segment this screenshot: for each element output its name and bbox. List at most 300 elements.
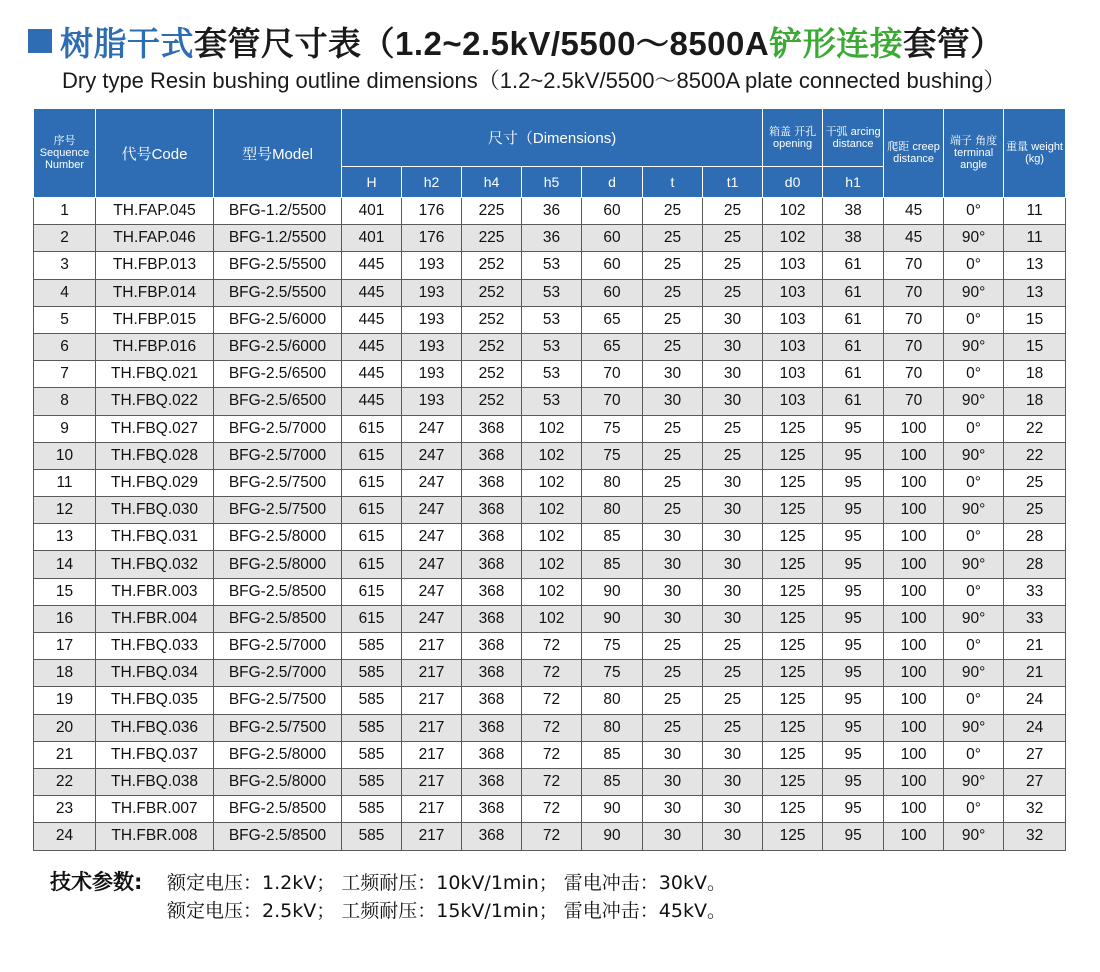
table-cell: TH.FBP.016 (96, 333, 214, 360)
table-cell: 90° (944, 333, 1004, 360)
table-row (34, 415, 1066, 442)
table-cell: 23 (34, 796, 96, 823)
table-cell: 368 (462, 796, 522, 823)
table-cell: 14 (34, 551, 96, 578)
header-seq: 序号 Sequence Number (34, 109, 96, 198)
table-cell: 368 (462, 551, 522, 578)
table-cell: 85 (582, 741, 643, 768)
table-cell: 25 (643, 687, 703, 714)
table-cell: 25 (703, 660, 763, 687)
table-cell: BFG-2.5/7500 (214, 469, 342, 496)
table-cell: 53 (522, 333, 582, 360)
table-cell: 100 (884, 687, 944, 714)
table-cell: 11 (1004, 225, 1066, 252)
table-cell: 11 (1004, 198, 1066, 225)
table-cell: 12 (34, 497, 96, 524)
table-cell: BFG-2.5/8000 (214, 768, 342, 795)
table-cell: 24 (1004, 714, 1066, 741)
table-cell: 247 (402, 415, 462, 442)
table-cell: 70 (582, 388, 643, 415)
table-cell: 252 (462, 333, 522, 360)
table-cell: TH.FBQ.035 (96, 687, 214, 714)
table-cell: 90° (944, 388, 1004, 415)
table-row (34, 306, 1066, 333)
table-cell: 72 (522, 633, 582, 660)
table-cell: 22 (34, 768, 96, 795)
table-cell: 100 (884, 741, 944, 768)
table-cell: 585 (342, 714, 402, 741)
table-cell: 25 (643, 252, 703, 279)
table-cell: TH.FBQ.031 (96, 524, 214, 551)
table-cell: 247 (402, 578, 462, 605)
table-cell: 21 (34, 741, 96, 768)
table-cell: 95 (823, 823, 884, 850)
table-cell: 70 (884, 306, 944, 333)
table-cell: 585 (342, 687, 402, 714)
table-cell: 102 (522, 551, 582, 578)
table-cell: 95 (823, 497, 884, 524)
table-cell: 103 (763, 252, 823, 279)
table-cell: 585 (342, 796, 402, 823)
table-cell: 61 (823, 361, 884, 388)
table-cell: 30 (643, 361, 703, 388)
table-cell: 72 (522, 768, 582, 795)
table-cell: 70 (884, 279, 944, 306)
table-cell: 75 (582, 660, 643, 687)
table-row (34, 225, 1066, 252)
table-cell: 0° (944, 415, 1004, 442)
header-weight: 重量 weight (kg) (1004, 109, 1066, 198)
table-cell: 25 (703, 252, 763, 279)
table-cell: 25 (703, 225, 763, 252)
table-cell: 102 (522, 524, 582, 551)
table-row (34, 768, 1066, 795)
table-cell: BFG-2.5/6000 (214, 306, 342, 333)
table-row (34, 605, 1066, 632)
table-row (34, 361, 1066, 388)
table-cell: 90° (944, 823, 1004, 850)
table-cell: 28 (1004, 551, 1066, 578)
table-row (34, 633, 1066, 660)
table-cell: 445 (342, 252, 402, 279)
table-cell: 125 (763, 741, 823, 768)
header-dimensions: 尺寸（Dimensions) (342, 109, 763, 167)
table-cell: 25 (703, 415, 763, 442)
table-cell: 70 (582, 361, 643, 388)
table-cell: TH.FBQ.037 (96, 741, 214, 768)
table-cell: 10 (34, 442, 96, 469)
header-creep: 爬距 creep distance (884, 109, 944, 198)
table-cell: 90° (944, 442, 1004, 469)
table-cell: 80 (582, 714, 643, 741)
table-cell: 61 (823, 279, 884, 306)
spec-line-1: 额定电压：1.2kV； 工频耐压：10kV/1min； 雷电冲击：30kV。 (167, 872, 726, 894)
table-cell: 18 (1004, 388, 1066, 415)
table-cell: 30 (703, 578, 763, 605)
table-body (34, 198, 1066, 851)
table-cell: 225 (462, 198, 522, 225)
header-sub: t (643, 167, 703, 198)
table-cell: 15 (34, 578, 96, 605)
table-row (34, 551, 1066, 578)
header-opening: 箱盖 开孔 opening (763, 109, 823, 167)
table-cell: 217 (402, 741, 462, 768)
table-cell: 252 (462, 388, 522, 415)
table-cell: 22 (1004, 442, 1066, 469)
table-cell: 18 (34, 660, 96, 687)
table-cell: 53 (522, 388, 582, 415)
table-cell: 252 (462, 279, 522, 306)
table-cell: 38 (823, 225, 884, 252)
table-cell: 90 (582, 578, 643, 605)
table-cell: 368 (462, 741, 522, 768)
table-cell: 102 (763, 198, 823, 225)
table-cell: 100 (884, 551, 944, 578)
table-cell: 102 (522, 578, 582, 605)
table-cell: TH.FBQ.027 (96, 415, 214, 442)
table-cell: 25 (1004, 497, 1066, 524)
table-cell: TH.FBQ.036 (96, 714, 214, 741)
table-cell: BFG-2.5/8500 (214, 605, 342, 632)
table-cell: 7 (34, 361, 96, 388)
table-cell: 25 (703, 442, 763, 469)
table-cell: 90 (582, 823, 643, 850)
spec-label: 技术参数: (50, 870, 143, 894)
table-cell: 90° (944, 279, 1004, 306)
page-title-zh (28, 18, 1004, 65)
table-cell: 33 (1004, 605, 1066, 632)
table-cell: TH.FBR.003 (96, 578, 214, 605)
table-row (34, 333, 1066, 360)
table-cell: 90° (944, 497, 1004, 524)
table-cell: 30 (703, 524, 763, 551)
table-cell: 0° (944, 796, 1004, 823)
table-cell: 72 (522, 796, 582, 823)
table-cell: 2 (34, 225, 96, 252)
table-cell: 95 (823, 469, 884, 496)
table-cell: 17 (34, 633, 96, 660)
table-row (34, 198, 1066, 225)
header-sub: h5 (522, 167, 582, 198)
table-cell: 30 (643, 388, 703, 415)
table-cell: 3 (34, 252, 96, 279)
table-cell: 25 (643, 225, 703, 252)
table-cell: 25 (643, 714, 703, 741)
table-cell: 0° (944, 524, 1004, 551)
header-arcing: 干弧 arcing distance (823, 109, 884, 167)
table-cell: 0° (944, 306, 1004, 333)
table-cell: 368 (462, 442, 522, 469)
table-cell: BFG-2.5/8000 (214, 551, 342, 578)
table-cell: 33 (1004, 578, 1066, 605)
table-cell: 90° (944, 660, 1004, 687)
table-cell: 15 (1004, 306, 1066, 333)
table-cell: 217 (402, 768, 462, 795)
table-cell: 18 (1004, 361, 1066, 388)
table-cell: 103 (763, 361, 823, 388)
table-cell: 95 (823, 415, 884, 442)
table-cell: BFG-2.5/8000 (214, 741, 342, 768)
table-cell: 247 (402, 524, 462, 551)
table-cell: 100 (884, 442, 944, 469)
technical-parameters (50, 868, 726, 925)
table-cell: 252 (462, 361, 522, 388)
header-sub: H (342, 167, 402, 198)
table-cell: 615 (342, 442, 402, 469)
table-cell: 252 (462, 252, 522, 279)
table-cell: 95 (823, 605, 884, 632)
table-cell: 125 (763, 578, 823, 605)
table-cell: 30 (703, 388, 763, 415)
table-cell: 247 (402, 469, 462, 496)
table-cell: 0° (944, 741, 1004, 768)
table-cell: 30 (703, 361, 763, 388)
table-cell: 125 (763, 687, 823, 714)
table-cell: 125 (763, 497, 823, 524)
table-cell: 30 (643, 741, 703, 768)
table-cell: 100 (884, 469, 944, 496)
table-cell: 217 (402, 796, 462, 823)
table-cell: 11 (34, 469, 96, 496)
table-cell: 53 (522, 361, 582, 388)
table-cell: 95 (823, 633, 884, 660)
table-cell: 225 (462, 225, 522, 252)
table-cell: 30 (643, 551, 703, 578)
table-cell: 102 (522, 442, 582, 469)
table-cell: 368 (462, 578, 522, 605)
table-cell: 368 (462, 469, 522, 496)
table-cell: TH.FAP.046 (96, 225, 214, 252)
table-cell: BFG-2.5/8500 (214, 796, 342, 823)
table-cell: 100 (884, 415, 944, 442)
table-cell: 193 (402, 333, 462, 360)
table-cell: 70 (884, 361, 944, 388)
table-cell: 193 (402, 306, 462, 333)
table-cell: BFG-2.5/7000 (214, 442, 342, 469)
table-cell: 25 (643, 279, 703, 306)
table-cell: 24 (1004, 687, 1066, 714)
table-cell: 25 (703, 279, 763, 306)
table-cell: 15 (1004, 333, 1066, 360)
table-cell: 6 (34, 333, 96, 360)
table-cell: 585 (342, 823, 402, 850)
table-cell: 95 (823, 442, 884, 469)
table-cell: 30 (703, 796, 763, 823)
table-cell: 95 (823, 768, 884, 795)
table-cell: 90° (944, 714, 1004, 741)
table-cell: 615 (342, 497, 402, 524)
table-cell: BFG-2.5/5500 (214, 279, 342, 306)
table-cell: TH.FAP.045 (96, 198, 214, 225)
spec-line-2: 额定电压：2.5kV； 工频耐压：15kV/1min； 雷电冲击：45kV。 (167, 900, 726, 922)
table-cell: 80 (582, 469, 643, 496)
table-cell: 27 (1004, 768, 1066, 795)
table-cell: 95 (823, 796, 884, 823)
table-cell: BFG-2.5/7500 (214, 687, 342, 714)
table-cell: 176 (402, 225, 462, 252)
table-cell: 585 (342, 741, 402, 768)
table-cell: 0° (944, 252, 1004, 279)
table-cell: 13 (1004, 252, 1066, 279)
table-cell: TH.FBP.015 (96, 306, 214, 333)
table-cell: 32 (1004, 796, 1066, 823)
table-cell: TH.FBR.008 (96, 823, 214, 850)
table-cell: 217 (402, 660, 462, 687)
table-cell: 0° (944, 469, 1004, 496)
table-cell: 125 (763, 823, 823, 850)
dimensions-table (33, 108, 1066, 851)
table-row (34, 442, 1066, 469)
table-cell: BFG-2.5/6500 (214, 388, 342, 415)
table-cell: 30 (703, 333, 763, 360)
table-cell: 0° (944, 633, 1004, 660)
table-cell: 30 (643, 578, 703, 605)
table-cell: TH.FBQ.030 (96, 497, 214, 524)
table-row (34, 796, 1066, 823)
title-zh-part3: 铲形连接 (769, 25, 904, 62)
table-row (34, 741, 1066, 768)
table-cell: 45 (884, 225, 944, 252)
table-cell: 368 (462, 415, 522, 442)
table-row (34, 687, 1066, 714)
table-cell: 102 (522, 497, 582, 524)
table-cell: 445 (342, 306, 402, 333)
table-cell: 36 (522, 198, 582, 225)
table-cell: BFG-2.5/7000 (214, 633, 342, 660)
table-cell: 95 (823, 741, 884, 768)
table-cell: 85 (582, 524, 643, 551)
table-cell: 30 (643, 823, 703, 850)
table-cell: TH.FBQ.034 (96, 660, 214, 687)
table-cell: 615 (342, 469, 402, 496)
table-cell: 615 (342, 605, 402, 632)
table-cell: 102 (522, 605, 582, 632)
table-cell: 125 (763, 768, 823, 795)
table-cell: 125 (763, 633, 823, 660)
table-cell: 53 (522, 252, 582, 279)
table-cell: 72 (522, 714, 582, 741)
table-cell: 25 (643, 469, 703, 496)
header-sub: h2 (402, 167, 462, 198)
table-cell: 90° (944, 551, 1004, 578)
table-cell: 102 (763, 225, 823, 252)
table-cell: 25 (703, 687, 763, 714)
table-cell: BFG-2.5/7000 (214, 415, 342, 442)
header-model: 型号Model (214, 109, 342, 198)
table-cell: TH.FBQ.021 (96, 361, 214, 388)
table-cell: 95 (823, 687, 884, 714)
table-cell: 53 (522, 279, 582, 306)
table-cell: TH.FBQ.028 (96, 442, 214, 469)
table-cell: 252 (462, 306, 522, 333)
table-cell: 75 (582, 415, 643, 442)
table-cell: BFG-2.5/5500 (214, 252, 342, 279)
table-cell: BFG-2.5/7500 (214, 714, 342, 741)
table-cell: 100 (884, 768, 944, 795)
table-cell: 30 (703, 551, 763, 578)
header-sub: d (582, 167, 643, 198)
table-cell: 38 (823, 198, 884, 225)
table-cell: 95 (823, 660, 884, 687)
header-sub: d0 (763, 167, 823, 198)
table-cell: 25 (643, 442, 703, 469)
table-cell: 217 (402, 633, 462, 660)
table-cell: 217 (402, 687, 462, 714)
table-row (34, 469, 1066, 496)
table-cell: TH.FBQ.022 (96, 388, 214, 415)
table-cell: 70 (884, 252, 944, 279)
table-cell: 65 (582, 306, 643, 333)
table-cell: 103 (763, 388, 823, 415)
table-cell: 0° (944, 361, 1004, 388)
table-cell: 21 (1004, 660, 1066, 687)
table-cell: 100 (884, 497, 944, 524)
table-cell: 27 (1004, 741, 1066, 768)
table-cell: 70 (884, 388, 944, 415)
table-cell: 30 (643, 768, 703, 795)
table-cell: 100 (884, 714, 944, 741)
table-cell: 30 (703, 605, 763, 632)
table-cell: BFG-2.5/8000 (214, 524, 342, 551)
page-title-en: Dry type Resin bushing outline dimensions（1.2~2.5kV/5500～8500A plate connected bushing） (62, 68, 1006, 93)
table-cell: 70 (884, 333, 944, 360)
header-terminal: 端子 角度 terminal angle (944, 109, 1004, 198)
table-cell: BFG-2.5/8500 (214, 823, 342, 850)
table-cell: TH.FBP.014 (96, 279, 214, 306)
table-cell: 585 (342, 633, 402, 660)
table-cell: 100 (884, 633, 944, 660)
table-cell: 30 (703, 741, 763, 768)
table-cell: 445 (342, 361, 402, 388)
table-cell: 100 (884, 605, 944, 632)
table-cell: 60 (582, 279, 643, 306)
table-cell: 1 (34, 198, 96, 225)
table-cell: 30 (703, 497, 763, 524)
table-cell: 60 (582, 252, 643, 279)
table-cell: 25 (703, 198, 763, 225)
table-cell: 193 (402, 388, 462, 415)
table-cell: 30 (703, 469, 763, 496)
table-cell: 0° (944, 578, 1004, 605)
table-row (34, 497, 1066, 524)
table-cell: 585 (342, 768, 402, 795)
table-cell: TH.FBQ.033 (96, 633, 214, 660)
table-cell: 125 (763, 442, 823, 469)
table-cell: 247 (402, 605, 462, 632)
table-cell: 176 (402, 198, 462, 225)
title-zh-part1: 树脂干式 (60, 25, 194, 62)
table-cell: 368 (462, 714, 522, 741)
table-cell: 125 (763, 415, 823, 442)
table-cell: 25 (643, 306, 703, 333)
table-cell: 401 (342, 198, 402, 225)
table-cell: 21 (1004, 633, 1066, 660)
table-cell: 25 (643, 633, 703, 660)
table-cell: 25 (703, 714, 763, 741)
table-cell: 25 (703, 633, 763, 660)
table-row (34, 388, 1066, 415)
table-row (34, 578, 1066, 605)
table-cell: 60 (582, 225, 643, 252)
table-row (34, 714, 1066, 741)
table-cell: 445 (342, 333, 402, 360)
header-sub: t1 (703, 167, 763, 198)
table-cell: 90° (944, 225, 1004, 252)
table-cell: 103 (763, 279, 823, 306)
table-cell: 615 (342, 551, 402, 578)
table-row (34, 279, 1066, 306)
table-cell: 25 (643, 198, 703, 225)
